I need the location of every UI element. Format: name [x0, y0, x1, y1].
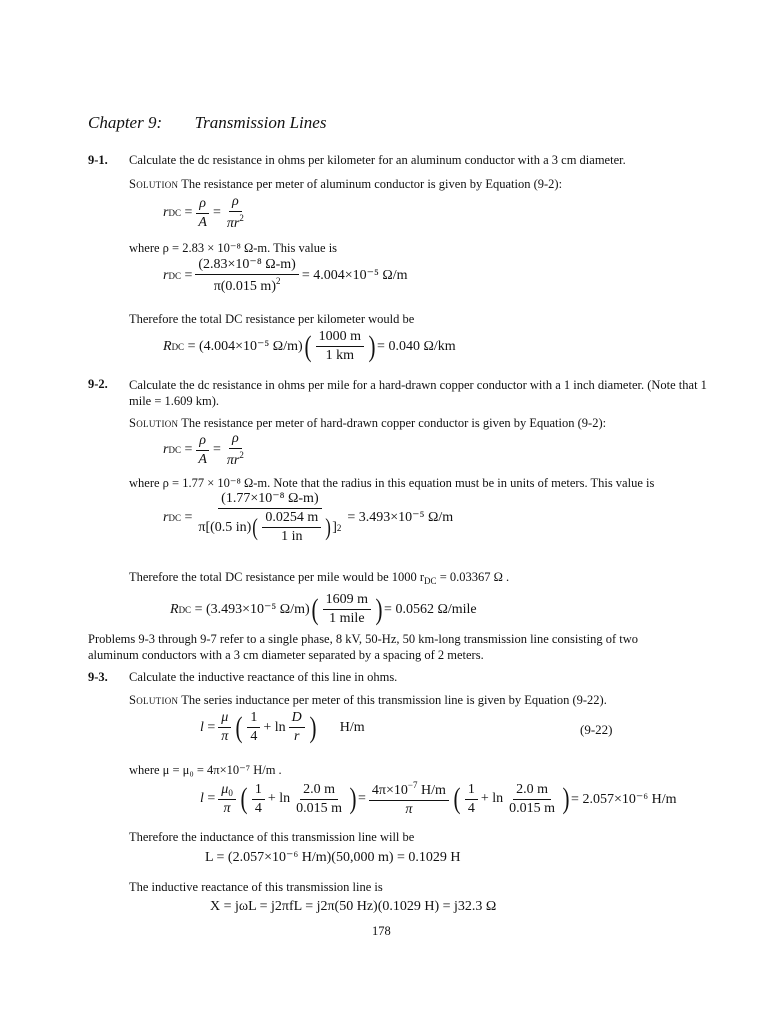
reactance-text: The inductive reactance of this transmission line is [129, 880, 383, 894]
therefore-tail: = 0.03367 Ω . [436, 570, 510, 584]
rdc-numerator: (2.83×10⁻⁸ Ω-m) [195, 256, 298, 275]
problem-statement-9-1: Calculate the dc resistance in ohms per kilometer for an aluminum conductor with a 3 cm diameter. [129, 153, 626, 167]
equation-rdc-definition-1: r DC = $\frac{\rho}{A}$ = $\frac{\rho}{\pi r^2}$ [163, 194, 244, 231]
total-result-2: = 0.0562 Ω/mile [384, 601, 477, 617]
equation-rdc-definition-2: r DC = $\frac{\rho}{A}$ = $\frac{\rho}{\pi r^2}$ [163, 431, 244, 468]
chapter-heading [88, 113, 326, 133]
equation-Rdc-total-2: R DC = (3.493×10⁻⁵ Ω/m) ( $\frac{1609 m}{\text{1 mile}}$ ) = 0.0562 Ω/mile [170, 592, 477, 626]
equation-rdc-value-2: r DC = (1.77×10⁻⁸ Ω-m) π[(0.5 in) ( $\frac{0.0254 m}{1 in}$ ) ] 2 = 3.493×10⁻⁵ Ω/m [163, 491, 454, 544]
rdc2-den-frac-den: 1 in [281, 529, 303, 544]
equation-number: (9-22) [580, 722, 613, 737]
intro-paragraph: Problems 9-3 through 9-7 refer to a single phase, 8 kV, 50-Hz, 50 km-long transmission line consisting of two aluminum conductors with a 3 cm diameter separated by a spacing of 2 meters. [88, 632, 639, 662]
solution-label: Solution [129, 416, 179, 430]
rdc2-den-frac-num: 0.0254 m [262, 510, 321, 528]
total-mid-1: = (4.004×10⁻⁵ Ω/m) [187, 339, 303, 354]
equation-L-total: L = (2.057×10⁻⁶ H/m)(50,000 m) = 0.1029 H [205, 850, 461, 865]
where-text-9-2: where ρ = 1.77 × 10⁻⁸ Ω-m. Note that the radius in this equation must be in units of meters. This value is [129, 476, 655, 490]
total-frac-den-1: 1 km [325, 348, 355, 363]
solution-text: The series inductance per meter of this transmission line is given by Equation (9-22). [181, 693, 607, 707]
rdc2-result: = 3.493×10⁻⁵ Ω/m [347, 510, 454, 525]
total-frac-den-2: 1 mile [329, 611, 365, 626]
therefore-text-9-3: Therefore the inductance of this transmission line will be [129, 830, 415, 844]
inductance-result: = 2.057×10⁻⁶ H/m [571, 791, 677, 807]
equation-inductance-value: l = $\frac{\mu_0}{\pi}$ ( $\frac{1}{4}$ + ln $\frac{2.0 m}{0.015 m}$ ) = $\frac{4\pi\times 10^{-7} H/m}{\pi}$ ( $\frac{1}{4}$ + ln $\frac{2.0 m}{0.015 m}$ ) = 2.057×10⁻⁶ H/m [200, 780, 677, 817]
solution-label: Solution [129, 693, 179, 707]
problem-number-9-2: 9-2. [88, 377, 108, 391]
where-text-9-3: where μ = μ₀ = 4π×10⁻⁷ H/m . [129, 763, 282, 777]
rdc2-denominator-a: π[(0.5 in) [198, 519, 252, 535]
eq-units: H/m [339, 719, 365, 735]
equation-Rdc-total-1: R DC = (4.004×10⁻⁵ Ω/m) ( $\frac{1000 m}{1 km}$ ) = 0.040 Ω/km [163, 329, 456, 363]
equation-rdc-value-1: r DC = $\frac{\text{(2.83×10⁻⁸ Ω-m)}}{\pi(0.015 m)^2}$ = 4.004×10⁻⁵ Ω/m [163, 257, 408, 294]
therefore-text-9-2: Therefore the total DC resistance per mile would be 1000 $r_{DC} = 0.03367$ Ω . [129, 570, 510, 586]
rdc2-numerator: (1.77×10⁻⁸ Ω-m) [218, 490, 321, 509]
total-result-1: = 0.040 Ω/km [377, 338, 456, 354]
equation-inductance-def: l = $\frac{\mu}{\pi}$ ( $\frac{1}{4}$ + ln $\frac{D}{r}$ ) H/m [200, 710, 365, 744]
problem-statement-9-2: Calculate the dc resistance in ohms per mile for a hard-drawn copper conductor with a 1 inch diameter. (Note that 1 mile = 1.609 km). [129, 378, 707, 408]
equation-reactance: X = jωL = j2πfL = j2π(50 Hz)(0.1029 H) = j32.3 Ω [210, 899, 497, 914]
rdc-result: = 4.004×10⁻⁵ Ω/m [301, 268, 408, 283]
problem-number-9-3: 9-3. [88, 670, 108, 684]
problem-statement-9-3: Calculate the inductive reactance of this line in ohms. [129, 670, 398, 684]
therefore-main: Therefore the total DC resistance per mile would be 1000 r [129, 570, 425, 584]
chapter-title: Transmission Lines [194, 113, 327, 132]
solution-line-9-1 [129, 177, 562, 192]
solution-text: The resistance per meter of hard-drawn copper conductor is given by Equation (9-2): [181, 416, 607, 430]
solution-text: The resistance per meter of aluminum conductor is given by Equation (9-2): [181, 177, 563, 191]
solution-label: Solution [129, 177, 179, 191]
therefore-text-9-1: Therefore the total DC resistance per kilometer would be [129, 312, 415, 326]
page-number: 178 [372, 924, 391, 938]
chapter-label: Chapter 9: [88, 113, 163, 132]
total-frac-num-2: 1609 m [323, 592, 371, 610]
rdc-denominator: π(0.015 m) [213, 279, 276, 294]
total-mid-2: = (3.493×10⁻⁵ Ω/m) [194, 602, 310, 617]
total-frac-num-1: 1000 m [316, 329, 364, 347]
solution-line-9-2 [129, 416, 606, 431]
problem-number-9-1: 9-1. [88, 153, 108, 167]
solution-line-9-3 [129, 693, 607, 708]
where-text-9-1: where ρ = 2.83 × 10⁻⁸ Ω-m. This value is [129, 241, 338, 255]
